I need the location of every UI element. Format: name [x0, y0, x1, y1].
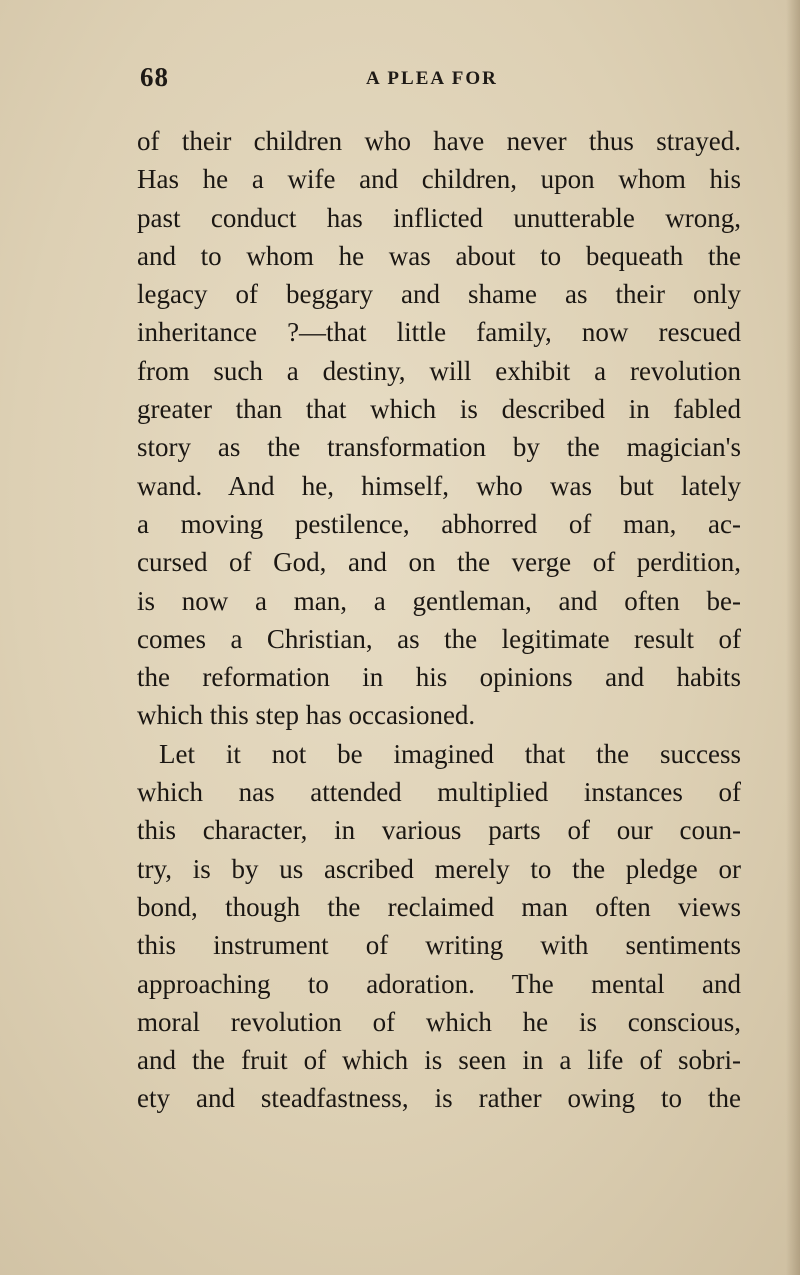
text-line: inheritance ?—that little family, now rescued — [137, 317, 741, 348]
text-line: is now a man, a gentleman, and often be- — [137, 585, 741, 616]
text-line: approaching to adoration. The mental and — [137, 968, 741, 999]
text-line: and to whom he was about to bequeath the — [137, 240, 741, 271]
body-text — [137, 122, 741, 1118]
text-line: moral revolution of which he is conscious, — [137, 1006, 741, 1037]
text-line: greater than that which is described in fabled — [137, 394, 741, 425]
page-number: 68 — [140, 62, 169, 92]
text-line: this character, in various parts of our coun- — [137, 815, 741, 846]
text-line: of their children who have never thus strayed. — [137, 126, 741, 156]
text-line: try, is by us ascribed merely to the pledge or — [137, 853, 741, 884]
text-line: wand. And he, himself, who was but lately — [137, 470, 741, 501]
text-line: legacy of beggary and shame as their only — [137, 279, 741, 310]
running-title: A PLEA FOR — [366, 68, 498, 89]
text-line: ety and steadfastness, is rather owing to the — [137, 1083, 741, 1114]
text-line: bond, though the reclaimed man often views — [137, 891, 741, 922]
text-line: comes a Christian, as the legitimate result of — [137, 623, 741, 654]
paragraph-end-line: which this step has occasioned. — [137, 700, 476, 731]
text-line: which nas attended multiplied instances of — [137, 777, 741, 808]
text-line: and the fruit of which is seen in a life of sobri- — [137, 1045, 741, 1076]
text-line: cursed of God, and on the verge of perdition, — [137, 547, 741, 578]
text-line: the reformation in his opinions and habits — [137, 662, 741, 693]
text-line: Has he a wife and children, upon whom his — [137, 164, 741, 195]
text-line: story as the transformation by the magician's — [137, 432, 741, 463]
running-header — [140, 62, 740, 96]
text-line: past conduct has inflicted unutterable wrong, — [137, 202, 741, 233]
text-line: this instrument of writing with sentiments — [137, 930, 741, 961]
paragraph-start-line: Let it not be imagined that the success — [159, 738, 741, 769]
page-edge-shadow — [786, 0, 800, 1275]
text-line: from such a destiny, will exhibit a revolution — [137, 355, 741, 386]
text-line: a moving pestilence, abhorred of man, ac- — [137, 508, 741, 539]
